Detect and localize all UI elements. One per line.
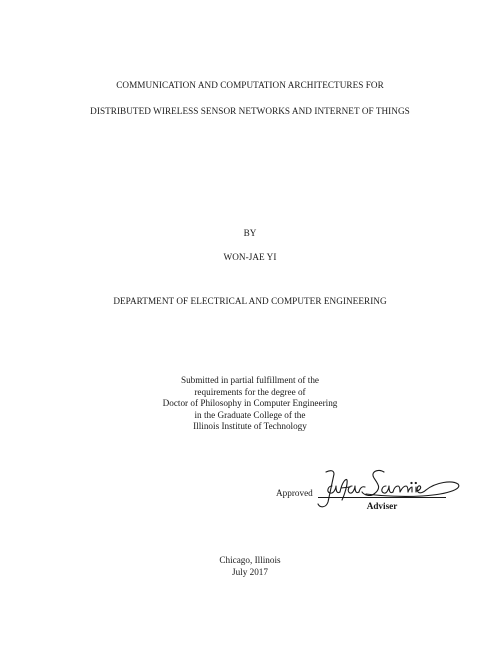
adviser-label: Adviser <box>366 501 398 511</box>
title-line-1: COMMUNICATION AND COMPUTATION ARCHITECTURES FOR <box>116 80 384 90</box>
place: Chicago, Illinois <box>219 555 281 565</box>
submission-line: requirements for the degree of <box>194 386 306 397</box>
submission-line: Illinois Institute of Technology <box>193 421 307 432</box>
by-label: BY <box>243 228 257 238</box>
submission-line: in the Graduate College of the <box>194 409 306 420</box>
place-and-date <box>0 555 500 578</box>
submission-line: Doctor of Philosophy in Computer Engineering <box>162 398 338 409</box>
submission-line: Submitted in partial fulfillment of the <box>180 375 320 385</box>
date: July 2017 <box>232 566 268 577</box>
author-name: WON-JAE YI <box>223 252 277 262</box>
approved-label: Approved <box>276 488 313 498</box>
signature-rule <box>318 497 446 498</box>
title-line-2: DISTRIBUTED WIRELESS SENSOR NETWORKS AND INTERNET OF THINGS <box>90 106 410 116</box>
department-name: DEPARTMENT OF ELECTRICAL AND COMPUTER ENGINEERING <box>113 296 387 306</box>
